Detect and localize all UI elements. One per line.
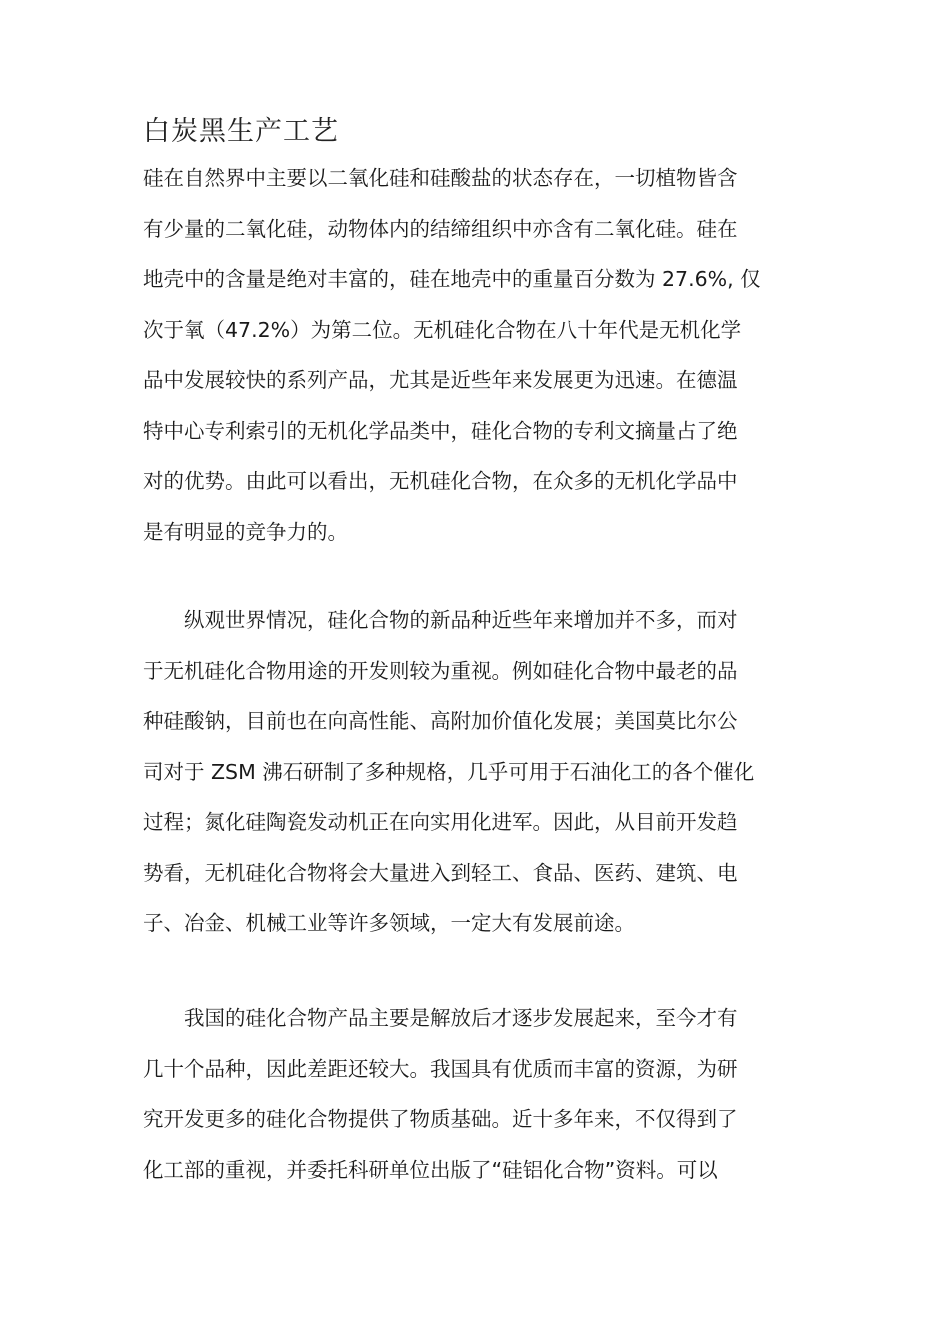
- paragraph-domestic-situation: [143, 993, 738, 1195]
- text-line: 子、冶金、机械工业等许多领域，一定大有发展前途。: [143, 911, 635, 935]
- text-line: 于无机硅化合物用途的开发则较为重视。例如硅化合物中最老的品: [143, 658, 738, 683]
- text-line: 有少量的二氧化硅，动物体内的结缔组织中亦含有二氧化硅。硅在: [143, 216, 738, 241]
- text-line: 硅在自然界中主要以二氧化硅和硅酸盐的状态存在，一切植物皆含: [143, 166, 738, 190]
- document-title: 白炭黑生产工艺: [143, 116, 339, 147]
- text-line: 几十个品种，因此差距还较大。我国具有优质而丰富的资源，为研: [143, 1056, 738, 1081]
- text-line: 对的优势。由此可以看出，无机硅化合物，在众多的无机化学品中: [143, 469, 738, 493]
- text-line: 司对于 ZSM 沸石研制了多种规格，几乎可用于石油化工的各个催化: [143, 759, 755, 784]
- paragraph-silicon-overview: [143, 153, 761, 557]
- text-line: 究开发更多的硅化合物提供了物质基础。近十多年来，不仅得到了: [143, 1107, 738, 1131]
- text-line: 纵观世界情况，硅化合物的新品种近些年来增加并不多，而对: [143, 608, 738, 632]
- text-line: 次于氧（47.2%）为第二位。无机硅化合物在八十年代是无机化学: [143, 317, 742, 342]
- text-line: 势看，无机硅化合物将会大量进入到轻工、食品、医药、建筑、电: [143, 860, 738, 885]
- text-line: 地壳中的含量是绝对丰富的，硅在地壳中的重量百分数为 27.6%, 仅: [143, 267, 761, 291]
- text-line: 我国的硅化合物产品主要是解放后才逐步发展起来，至今才有: [143, 1006, 738, 1030]
- text-line: 种硅酸钠，目前也在向高性能、高附加价值化发展；美国莫比尔公: [143, 709, 738, 733]
- text-line: 特中心专利索引的无机化学品类中，硅化合物的专利文摘量占了绝: [143, 418, 738, 443]
- text-line: 过程；氮化硅陶瓷发动机正在向实用化进军。因此，从目前开发趋: [143, 810, 738, 834]
- text-line: 品中发展较快的系列产品，尤其是近些年来发展更为迅速。在德温: [143, 368, 738, 392]
- text-line: 化工部的重视，并委托科研单位出版了“硅铝化合物”资料。可以: [143, 1157, 718, 1182]
- paragraph-world-situation: [143, 595, 754, 949]
- text-line: 是有明显的竞争力的。: [143, 519, 348, 544]
